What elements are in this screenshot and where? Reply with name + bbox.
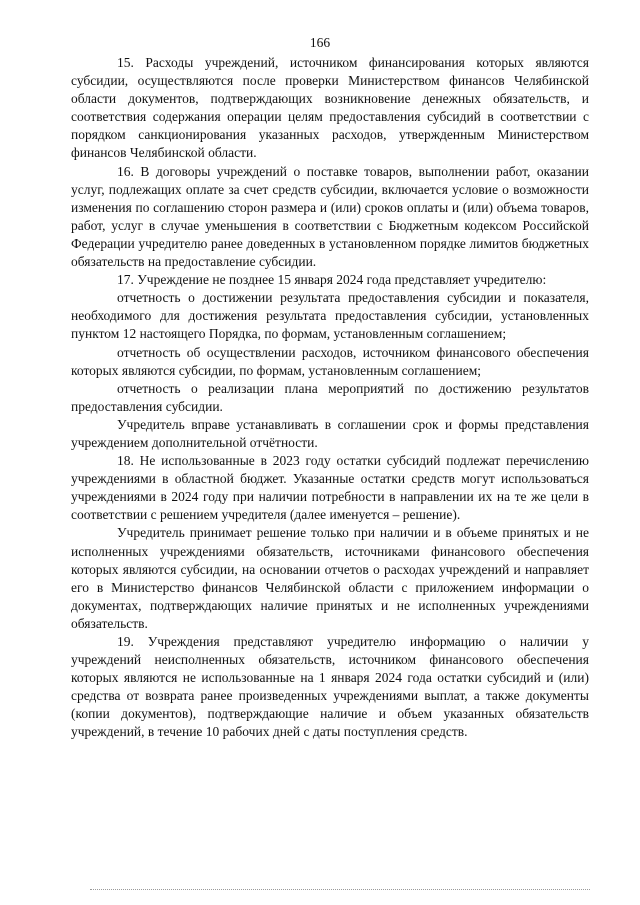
paragraph-18-decision: Учредитель принимает решение только при наличии и в объеме принятых и не исполненных учреждениями обязательств, источниками финансового обеспечения которых являются субсидии, на основании отчетов о расходах учреждений и направляет его в Министерство финансов Челябинской области с приложением информации о документах, подтверждающих наличие принятых и не исполненных учреждениями обязательств. (71, 525, 589, 631)
bottom-scan-line (90, 889, 590, 890)
paragraph-17-item-2: отчетность об осуществлении расходов, источником финансового обеспечения которых являются субсидии, по формам, установленным соглашением; (71, 344, 589, 378)
page-number: 166 (309, 35, 331, 50)
document-body (71, 54, 589, 742)
paragraph-15: 15. Расходы учреждений, источником финансирования которых являются субсидии, осуществляются после проверки Министерством финансов Челябинской области документов, подтверждающих возникновение денежных обязательств, и соответствия содержания операции целям предоставления субсидий в соответствии с порядком санкционирования указанных расходов, утвержденным Министерством финансов Челябинской области. (71, 55, 589, 161)
paragraph-19: 19. Учреждения представляют учредителю информацию о наличии у учреждений неисполненных обязательств, источником финансового обеспечения которых являются не использованные на 1 января 2024 года остатки субсидий и (или) средства от возврата ранее произведенных учреждениями выплат, а также документы (копии документов), подтверждающие наличие и объем указанных обязательств учреждений, в течение 10 рабочих дней с даты поступления средств. (71, 634, 589, 740)
paragraph-17-item-1: отчетность о достижении результата предоставления субсидии и показателя, необходимого для достижения результата предоставления субсидии, установленных пунктом 12 настоящего Порядка, по формам, установленным соглашением; (71, 290, 589, 342)
paragraph-17: 17. Учреждение не позднее 15 января 2024 года представляет учредителю: (117, 272, 547, 288)
paragraph-17-note: Учредитель вправе устанавливать в соглашении срок и формы представления учреждением дополнительной отчётности. (71, 416, 589, 450)
paragraph-18: 18. Не использованные в 2023 году остатки субсидий подлежат перечислению учреждениями в областной бюджет. Указанные остатки средств могут использоваться учреждениями в 2024 году при наличии потребности в направлении их на те же цели в соответствии с решением учредителя (далее именуется – решение). (71, 453, 589, 523)
paragraph-16: 16. В договоры учреждений о поставке товаров, выполнении работ, оказании услуг, подлежащих оплате за счет средств субсидии, включается условие о возможности изменения по соглашению сторон размера и (или) сроков оплаты и (или) объема товаров, работ, услуг в случае уменьшения в соответствии с Бюджетным кодексом Российской Федерации учредителю ранее доведенных в установленном порядке лимитов бюджетных обязательств на предоставление субсидии. (71, 163, 589, 270)
paragraph-17-item-3: отчетность о реализации плана мероприятий по достижению результатов предоставления субсидии. (71, 380, 589, 414)
